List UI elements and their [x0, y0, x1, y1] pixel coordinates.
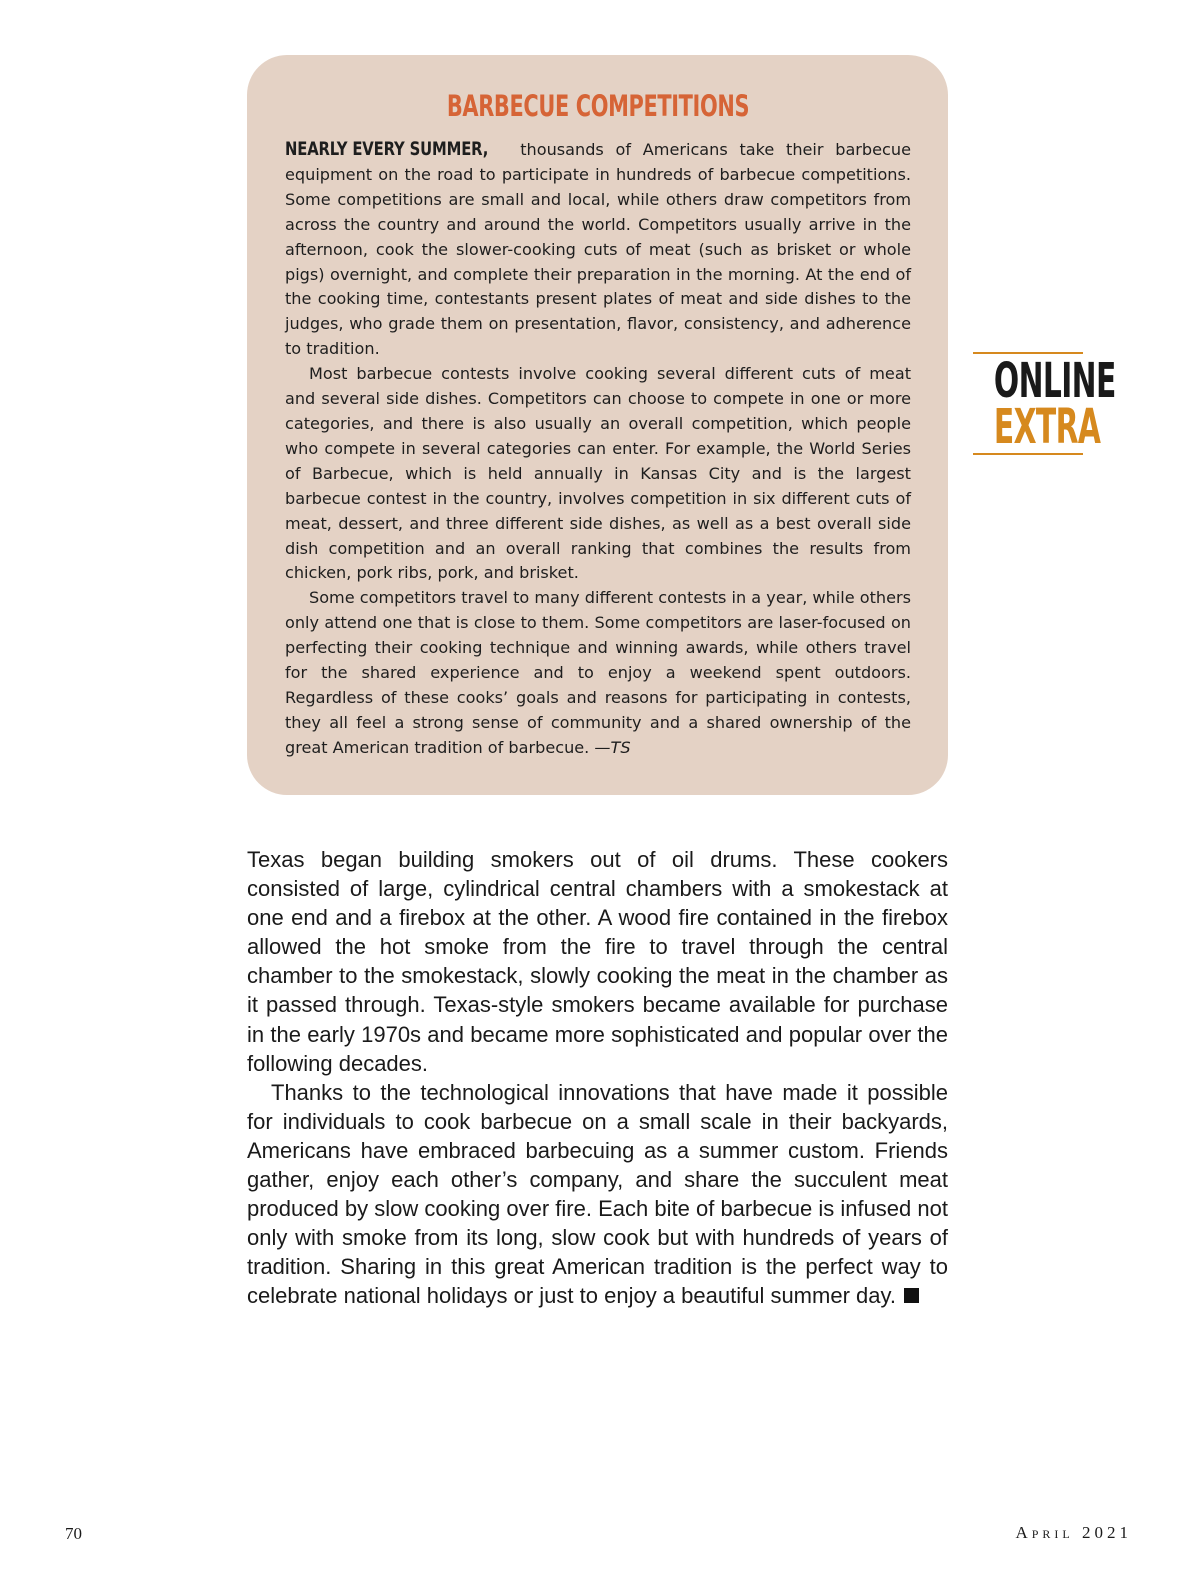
online-extra-badge[interactable]	[973, 352, 1116, 455]
issue-date: April 2021	[1015, 1523, 1132, 1542]
sidebar-lead-in: NEARLY EVERY SUMMER,	[285, 138, 489, 160]
sidebar-signature: —TS	[594, 737, 631, 757]
sidebar-paragraph-2: Most barbecue contests involve cooking several different cuts of meat and several side dishes. Competitors can choose to compete in one or more categories, and there is also usually an overall competition, which people who compete in several categories can enter. For example, the World Series of Barbecue, which is held annually in Kansas City and is the largest barbecue contest in the country, involves competition in six different cuts of meat, dessert, and three different side dishes, as well as a best overall side dish competition and an overall ranking that combines the results from chicken, pork ribs, pork, and brisket.	[285, 364, 911, 583]
article-paragraph-2-text: Thanks to the technological innovations that have made it possible for individuals to cook barbecue on a small scale in their backyards, Americans have embraced barbecuing as a summer custom. Friends gather, enjoy each other’s company, and share the succulent meat produced by slow cooking over fire. Each bite of barbecue is infused not only with smoke from its long, slow cook but with hundreds of years of tradition. Sharing in this great American tradition is the perfect way to celebrate national holidays or just to enjoy a beautiful summer day.	[247, 1079, 948, 1309]
article-paragraph-1: Texas began building smokers out of oil drums. These cookers consisted of large, cylindrical central chambers with a smokestack at one end and a firebox at the other. A wood fire contained in the firebox allowed the hot smoke from the fire to travel through the central chamber to the smokestack, slowly cooking the meat in the chamber as it passed through. Texas-style smokers became available for purchase in the early 1970s and became more sophisticated and popular over the following decades.	[247, 847, 948, 1076]
page-number: 70	[65, 1524, 82, 1543]
online-extra-line-2: EXTRA	[993, 399, 1101, 455]
sidebar-title: BARBECUE COMPETITIONS	[446, 89, 750, 123]
end-of-article-mark-icon	[904, 1288, 919, 1303]
sidebar-paragraph-3	[285, 586, 911, 760]
sidebar-paragraph-1-text: thousands of Americans take their barbecue equipment on the road to participate in hundreds of barbecue competitions. Some competitions are small and local, while others draw competitors from across the country and around the world. Competitors usually arrive in the afternoon, cook the slower-cooking cuts of meat (such as brisket or whole pigs) overnight, and complete their preparation in the morning. At the end of the cooking time, contestants present plates of meat and side dishes to the judges, who grade them on presentation, flavor, consistency, and adherence to tradition.	[285, 140, 911, 359]
article-body	[247, 845, 948, 1311]
sidebar-box	[247, 55, 948, 795]
online-extra-line-1: ONLINE	[993, 353, 1116, 409]
sidebar-paragraph-3-text: Some competitors travel to many different contests in a year, while others only attend one that is close to them. Some competitors are laser-focused on perfecting their cooking technique and winning awards, while others travel for the shared experience and to enjoy a weekend spent outdoors. Regardless of these cooks’ goals and reasons for participating in contests, they all feel a strong sense of community and a shared ownership of the great American tradition of barbecue.	[285, 588, 912, 757]
sidebar-paragraph-1	[285, 137, 911, 362]
article-paragraph-2	[247, 1078, 948, 1311]
